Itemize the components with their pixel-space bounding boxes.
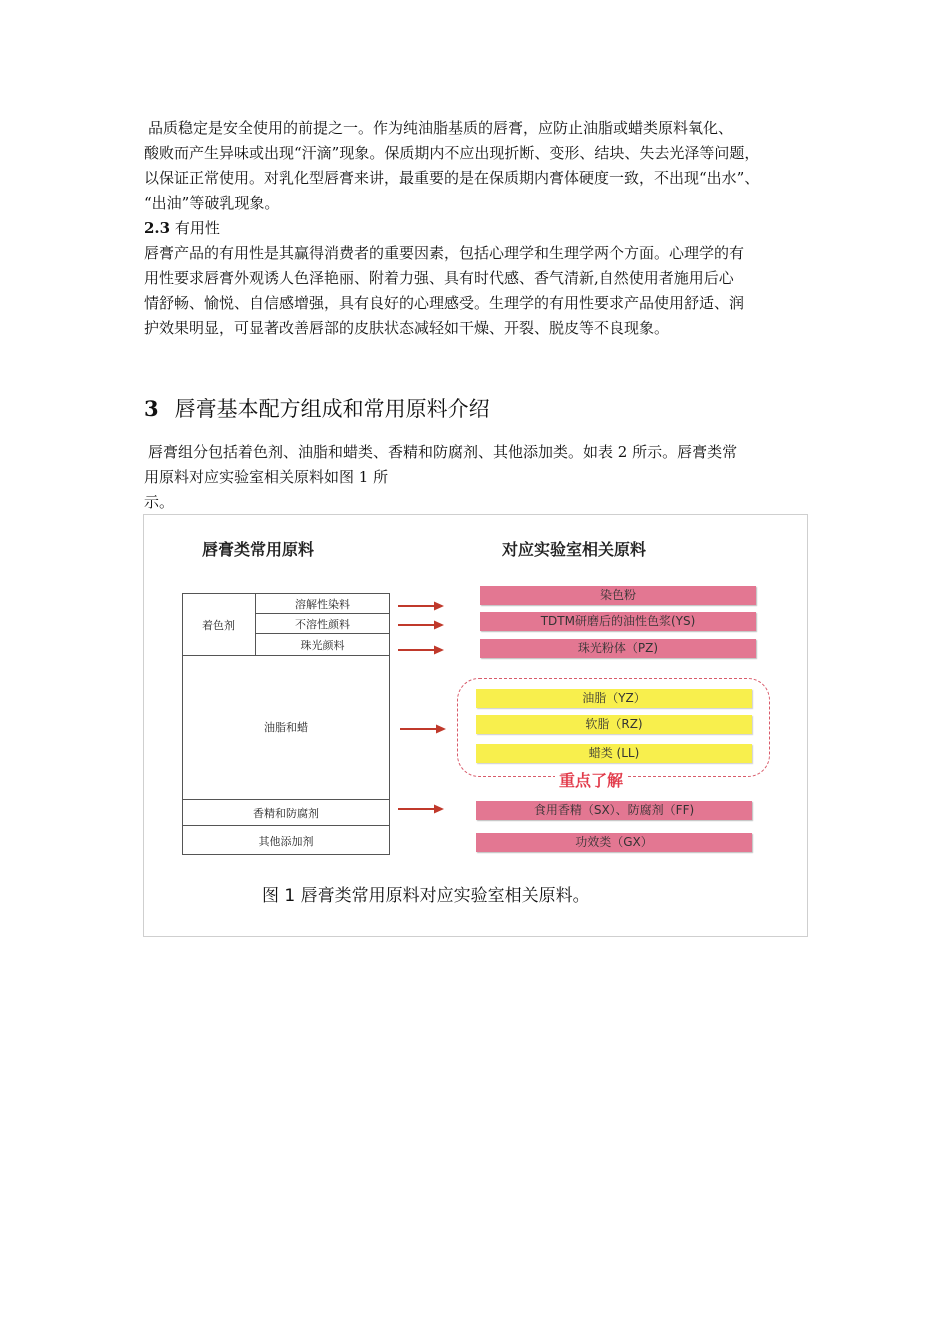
lab-item-label: 染色粉 — [599, 588, 636, 602]
lab-item-pearl-powder — [480, 639, 756, 658]
table-cell-fragrance-preservative: 香精和防腐剂 — [253, 807, 319, 820]
section-heading-2-3 — [144, 216, 220, 241]
text-line: 用性要求唇膏外观诱人色泽艳丽、附着力强、具有时代感、香气清新,自然使用者施用后心 — [144, 269, 734, 287]
text-line: 唇膏组分包括着色剂、油脂和蜡类、香精和防腐剂、其他添加类。如表 2 所示。唇膏类常 — [148, 443, 738, 461]
table-divider — [255, 633, 390, 634]
text-line: 示。 — [144, 493, 175, 511]
table-cell-oils-waxes: 油脂和蜡 — [264, 721, 308, 734]
lab-item-soft-fat — [476, 715, 752, 734]
table-cell-soluble-dye: 溶解性染料 — [295, 598, 350, 611]
text-line: “出油”等破乳现象。 — [144, 194, 280, 212]
lab-item-oil-pigment-paste — [480, 612, 756, 631]
text-line: 用原料对应实验室相关原料如图 1 所 — [144, 468, 389, 486]
arrow-right-icon — [400, 724, 446, 734]
paragraph-formula-components — [144, 440, 808, 515]
table-divider — [182, 825, 390, 826]
lab-item-label: 珠光粉体（PZ) — [577, 641, 659, 655]
section-title: 有用性 — [174, 219, 220, 237]
lab-item-fragrance-preservative — [476, 801, 752, 820]
figure-1 — [143, 514, 808, 937]
lab-item-label: 软脂（RZ) — [585, 717, 643, 731]
table-divider — [182, 655, 390, 656]
lab-item-label: 蜡类 (LL) — [588, 746, 640, 760]
paragraph-quality-stability — [144, 116, 808, 216]
lab-item-label: 功效类（GX） — [575, 835, 653, 849]
lab-item-label: 油脂（YZ） — [582, 691, 646, 705]
text-line: 以保证正常使用。对乳化型唇膏来讲，最重要的是在保质期内膏体硬度一致，不出现“出水”、 — [144, 169, 760, 187]
lab-item-functional — [476, 833, 752, 852]
figure-caption: 图 1 唇膏类常用原料对应实验室相关原料。 — [262, 886, 590, 906]
arrow-right-icon — [398, 804, 444, 814]
section-number: 3 — [144, 396, 159, 421]
table-cell-other-additives: 其他添加剂 — [258, 835, 314, 848]
section-number: 2.3 — [144, 219, 171, 237]
text-line: 品质稳定是安全使用的前提之一。作为纯油脂基质的唇膏，应防止油脂或蜡类原料氧化、 — [148, 119, 734, 137]
table-divider — [182, 799, 390, 800]
emphasis-label: 重点了解 — [555, 768, 627, 791]
figure-right-title: 对应实验室相关原料 — [502, 540, 647, 559]
arrow-right-icon — [398, 601, 444, 611]
text-line: 酸败而产生异味或出现“汗滴”现象。保质期内不应出现折断、变形、结块、失去光泽等问题， — [144, 144, 760, 162]
text-line: 护效果明显，可显著改善唇部的皮肤状态减轻如干燥、开裂、脱皮等不良现象。 — [144, 319, 670, 337]
lab-item-oil — [476, 689, 752, 708]
paragraph-usefulness — [144, 241, 808, 341]
text-line: 情舒畅、愉悦、自信感增强，具有良好的心理感受。生理学的有用性要求产品使用舒适、润 — [144, 294, 745, 312]
table-cell-pearl-pigment: 珠光颜料 — [300, 639, 345, 652]
section-heading-3 — [144, 392, 490, 426]
lab-item-label: TDTM研磨后的油性色浆(YS) — [540, 614, 696, 628]
table-cell-colorant: 着色剂 — [202, 619, 235, 632]
table-cell-insoluble-pigment: 不溶性颜料 — [295, 618, 350, 631]
text-line: 唇膏产品的有用性是其赢得消费者的重要因素，包括心理学和生理学两个方面。心理学的有 — [144, 244, 745, 262]
lab-item-label: 食用香精（SX）、防腐剂（FF) — [533, 803, 695, 817]
arrow-right-icon — [398, 620, 444, 630]
lab-item-dye-powder — [480, 586, 756, 605]
table-divider — [255, 613, 390, 614]
figure-left-title: 唇膏类常用原料 — [202, 540, 315, 559]
arrow-right-icon — [398, 645, 444, 655]
lab-item-wax — [476, 744, 752, 763]
section-title: 唇膏基本配方组成和常用原料介绍 — [174, 397, 490, 421]
